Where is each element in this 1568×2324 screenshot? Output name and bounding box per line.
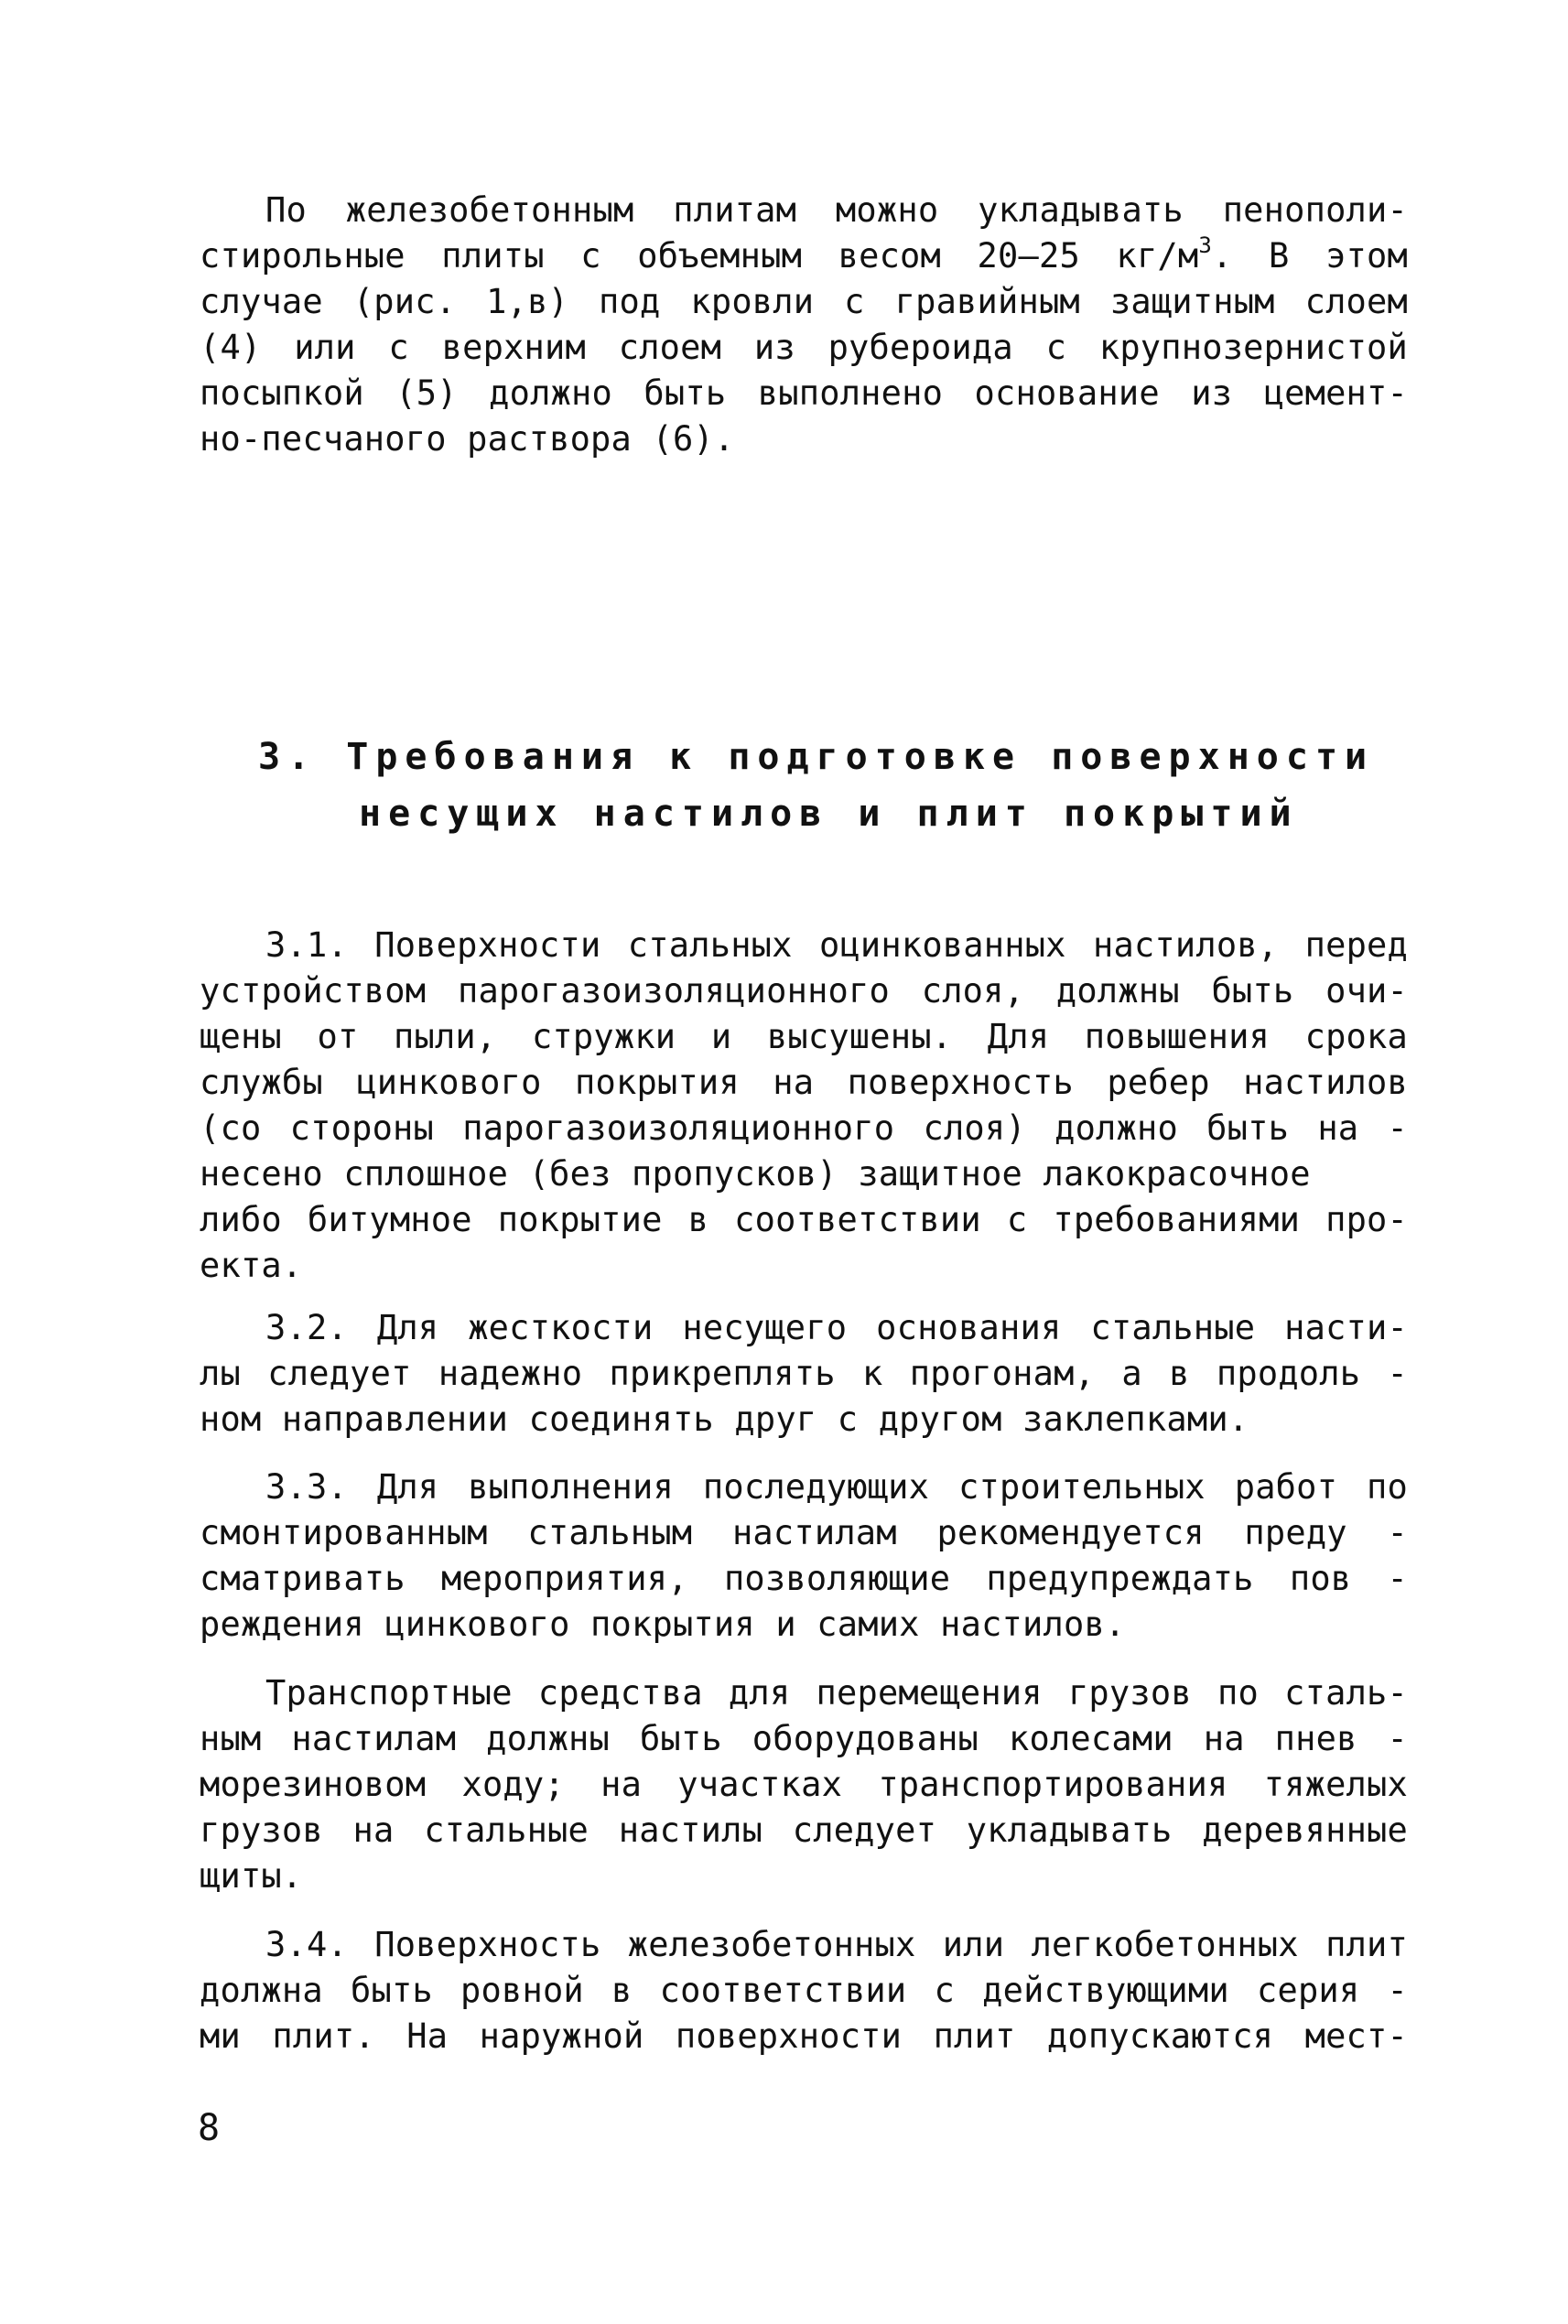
text-line: реждения цинкового покрытия и самих настилов.	[200, 1605, 1126, 1644]
text-line	[200, 233, 1408, 279]
text-line: морезиновом ходу; на участках транспортирования тяжелых	[200, 1765, 1408, 1804]
superscript: 3	[1198, 232, 1213, 258]
text-line: ным настилам должны быть оборудованы колесами на пнев -	[200, 1719, 1408, 1758]
page-number: 8	[198, 2107, 221, 2149]
text-line: По железобетонным плитам можно укладывать пенополи-	[265, 190, 1408, 230]
paragraph-3-3	[200, 1465, 1408, 1648]
text-line: екта.	[200, 1246, 303, 1285]
text-line: случае (рис. 1,в) под кровли с гравийным защитным слоем	[200, 282, 1408, 321]
text-line: ми плит. На наружной поверхности плит допускаются мест-	[200, 2016, 1408, 2056]
text-line: должна быть ровной в соответствии с действующими серия -	[200, 1971, 1408, 2010]
text-line: службы цинкового покрытия на поверхность ребер настилов	[200, 1063, 1408, 1102]
text-line: Транспортные средства для перемещения грузов по сталь-	[265, 1673, 1408, 1713]
text-line: либо битумное покрытие в соответствии с требованиями про-	[200, 1200, 1408, 1239]
text-fragment: . В этом	[1212, 236, 1408, 276]
section-heading-line-2: несущих настилов и плит покрытий	[359, 793, 1299, 835]
text-line: сматривать мероприятия, позволяющие предупреждать пов -	[200, 1559, 1408, 1598]
text-line: 3.4. Поверхность железобетонных или легкобетонных плит	[265, 1925, 1408, 1964]
text-line: 3.1. Поверхности стальных оцинкованных настилов, перед	[265, 925, 1408, 965]
text-line: но-песчаного раствора (6).	[200, 419, 735, 459]
text-line: щены от пыли, стружки и высушены. Для повышения срока	[200, 1017, 1408, 1056]
text-line: (со стороны парогазоизоляционного слоя) должно быть на -	[200, 1108, 1408, 1148]
text-line: 3.2. Для жесткости несущего основания стальные насти-	[265, 1308, 1408, 1347]
paragraph-3-4	[200, 1922, 1408, 2059]
text-line: устройством парогазоизоляционного слоя, должны быть очи-	[200, 971, 1408, 1011]
paragraph-transport	[200, 1670, 1408, 1899]
text-line: несено сплошное (без пропусков) защитное лакокрасочное	[200, 1154, 1311, 1194]
paragraph-3-2	[200, 1305, 1408, 1443]
paragraph-3-1	[200, 923, 1408, 1289]
text-line: (4) или с верхним слоем из рубероида с крупнозернистой	[200, 328, 1408, 367]
text-line: 3.3. Для выполнения последующих строительных работ по	[265, 1467, 1408, 1507]
intro-paragraph	[200, 188, 1408, 462]
text-line: ном направлении соединять друг с другом заклепками.	[200, 1400, 1249, 1439]
text-line: грузов на стальные настилы следует укладывать деревянные	[200, 1811, 1408, 1850]
text-line: щиты.	[200, 1856, 303, 1896]
text-line: смонтированным стальным настилам рекомендуется преду -	[200, 1513, 1408, 1552]
section-heading-line-1: 3. Требования к подготовке поверхности	[258, 736, 1375, 778]
text-line: посыпкой (5) должно быть выполнено основание из цемент-	[200, 373, 1408, 413]
text-fragment: стирольные плиты с объемным весом 20–25 кг/м	[200, 236, 1199, 276]
text-line: лы следует надежно прикреплять к прогонам, а в продоль -	[200, 1354, 1408, 1393]
